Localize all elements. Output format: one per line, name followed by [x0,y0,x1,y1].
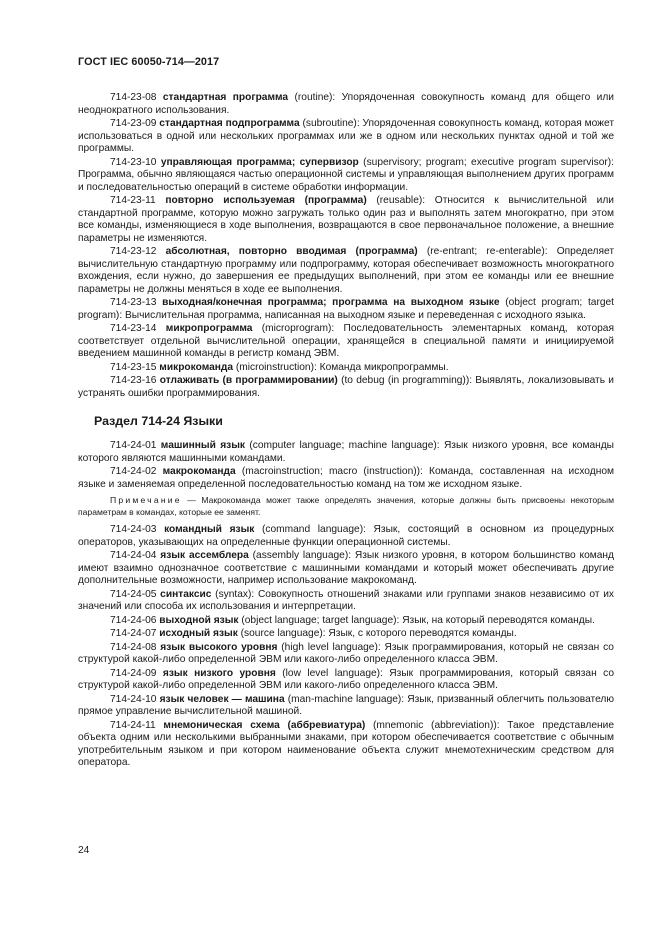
entry [78,195,614,245]
entry [78,297,614,322]
entry-code: 714-23-13 [110,297,157,308]
entry-term: исходный язык [159,628,238,639]
entry [78,720,614,770]
entry-term: язык высокого уровня [160,641,278,653]
entry [78,668,614,693]
entry-code: 714-24-11 [110,719,156,731]
entry-term: мнемоническая схема (аббревиатура) [163,719,366,731]
entry [78,589,614,614]
entry-term: абсолютная, повторно вводимая (программа) [165,246,418,257]
entry-code: 714-24-01 [110,440,157,451]
entry-definition: (mnemonic (abbreviation)): Такое представление объекта одним или несколькими выбранными знаками, при котором обеспечивается соответствие с обычным употребительным языком и при котором наименование объекта служит мнемотехническим средством для оператора. [78,719,614,768]
entry-code: 714-23-10 [110,156,157,168]
section-title: Раздел 714-24 Языки [94,414,223,428]
entry-term: выходной язык [159,614,239,626]
entry [78,92,614,117]
entry-definition: (object language; target language): Язык, на который переводятся команды. [238,614,595,626]
entry-code: 714-23-09 [110,118,157,129]
entry-code: 714-24-06 [110,614,157,626]
entry-code: 714-23-15 [110,361,157,373]
note-text: — Макрокоманда может также определять значения, которые должны быть присвоены некоторым параметрам в командах, которые ее заменят. [78,495,614,517]
entry-definition: (syntax): Совокупность отношений знаками или группами знаков независимо от их значений или способа их использования и интерпретации. [78,588,614,612]
entry-definition: (routine): Упорядоченная совокупность команд для общего или неоднократного использования. [78,92,614,116]
entry-code: 714-24-02 [110,466,157,477]
entry-term: командный язык [164,524,255,535]
entry-definition: (object program; target program): Вычислительная программа, написанная на выходном языке и переведенная с исходного языка. [78,297,614,321]
entry-code: 714-23-08 [110,92,157,103]
entry-code: 714-24-09 [110,667,157,679]
entry-term: машинный язык [160,440,246,451]
entry-code: 714-24-08 [110,641,157,653]
entry-term: отлаживать (в программировании) [159,375,338,386]
entry-code: 714-23-12 [110,246,157,257]
entry-code: 714-23-14 [110,323,157,334]
entry-definition: (to debug (in programming)): Выявлять, локализовывать и устранять ошибки программирования. [78,375,614,399]
note-label: Примечание [110,495,182,505]
entry-code: 714-24-10 [110,693,157,705]
entries-714-23 [78,92,614,400]
document-body [78,92,614,771]
entry-term: стандартная подпрограмма [159,118,300,129]
page-number: 24 [78,845,90,856]
entry-term: язык низкого уровня [162,667,276,679]
entry [78,642,614,667]
entry-code: 714-24-07 [110,628,157,639]
entries-714-24 [78,440,614,770]
entry-term: макрокоманда [162,466,236,477]
entry-definition: (computer language; machine language): Язык низкого уровня, все команды которого являются машинными командами. [78,440,615,464]
entry-term: язык ассемблера [160,550,249,561]
entry-definition: (man-machine language): Язык, призванный облегчить пользователю прямое управление вычислительной машиной. [78,693,614,717]
entry [78,524,614,549]
entry-definition: (reusable): Относится к вычислительной или стандартной программе, которую можно загружать только один раз и выполнять затем многократно, при этом все команды, изменяющиеся в ходе выполнения, возвращаются в свое первоначальное положение, а внешние параметры не изменяются. [78,195,614,244]
entry-definition: (re-entrant; re-enterable): Определяет вычислительную стандартную программу или подпрограмму, которая обеспечивает возможность многократного вхождения, если нужно, до завершения ее предыдущих выполнений, при этом ее команды или ее внешние параметры не должны меняться в ходе ее выполнения. [78,246,614,295]
entry-code: 714-24-03 [110,524,157,535]
entry [78,615,614,628]
entry [78,466,614,491]
entry-term: управляющая программа; супервизор [160,156,359,168]
entry-definition: (microinstruction): Команда микропрограммы. [233,361,449,373]
entry-definition: (command language): Язык, состоящий в основном из процедурных операторов, указывающих на определенные функции операционной системы. [78,524,614,548]
entry [78,375,614,400]
entry-definition: (source language): Язык, с которого переводятся команды. [237,628,517,639]
entry [78,118,614,156]
entry-code: 714-23-11 [110,195,156,206]
entry-code: 714-24-05 [110,588,157,600]
entry [78,362,614,375]
entry-term: язык человек — машина [159,693,285,705]
document-header: ГОСТ IEC 60050-714—2017 [78,56,220,68]
entry-definition: (subroutine): Упорядоченная совокупность команд, которая может использоваться в одной или нескольких программах или же в одном или нескольких пунктах одной и той же программы. [78,118,614,154]
entry [78,440,614,465]
entry-term: микрокоманда [159,361,234,373]
note [78,495,614,518]
entry [78,323,614,361]
entry-code: 714-23-16 [110,375,157,386]
entry-term: выходная/конечная программа; программа на выходном языке [162,297,500,308]
entry-term: повторно используемая (программа) [165,195,367,206]
entry-definition: (assembly language): Язык низкого уровня, в котором большинство команд имеют взаимно однозначное соответствие с машинными командами и который может обеспечивать другие дополнительные возможности, например использование макрокоманд. [78,550,615,586]
entry-definition: (supervisory; program; executive program supervisor): Программа, обычно являющаяся частью операционной системы и управляющая выполнением других программ и последовательностью операций в системе обработки информации. [78,156,614,193]
entry-term: стандартная программа [162,92,289,103]
entry [78,550,614,588]
entry-definition: (low level language): Язык программирования, который связан со структурой какой-либо определенной ЭВМ или какого-либо определенного класса ЭВМ. [78,667,614,691]
entry-definition: (macroinstruction; macro (instruction)): Команда, составленная на исходном языке и заменяемая определенной последовательностью команд на том же исходном языке. [78,466,614,490]
entry [78,628,614,641]
entry-definition: (microprogram): Последовательность элементарных команд, которая соответствует отдельной вычислительной операции, хранящейся в специальной памяти и инициируемой введением машинной команды в регистр команд ЭВМ. [78,323,614,359]
entry-term: микропрограмма [165,323,253,334]
entry [78,157,614,195]
entry-term: синтаксис [160,588,212,600]
entry [78,694,614,719]
entry-code: 714-24-04 [110,550,157,561]
entry [78,246,614,296]
entry-definition: (high level language): Язык программирования, который не связан со структурой какой-либо определенной ЭВМ или какого-либо определенного класса ЭВМ. [78,641,614,665]
